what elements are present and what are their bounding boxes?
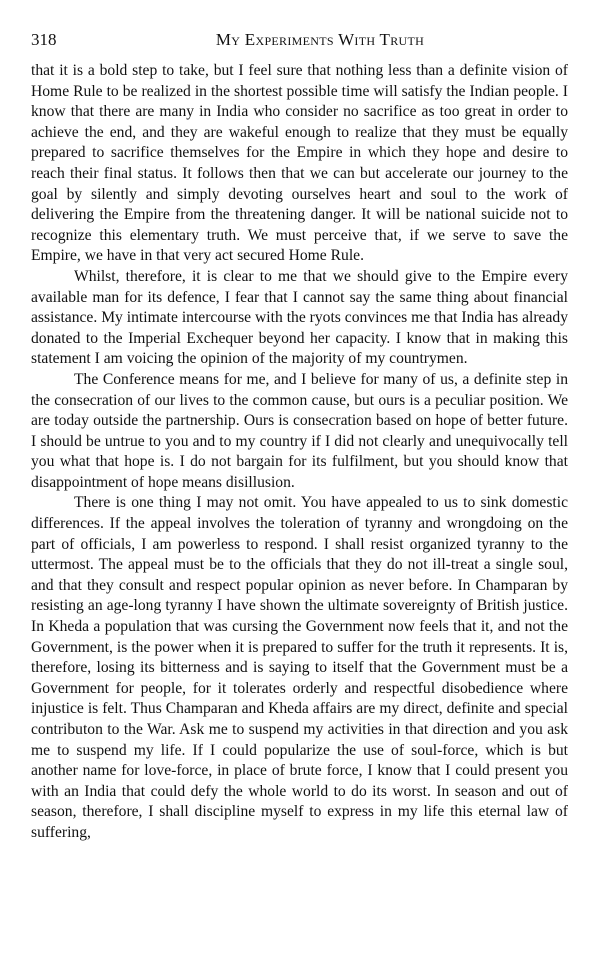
running-title: My Experiments With Truth	[215, 30, 425, 49]
paragraph: There is one thing I may not omit. You have appealed to us to sink domestic differences. If the appeal involves the toleration of tyranny and wrongdoing on the part of officials, I am powerless to respond. I shall resist organized tyranny to the uttermost. The appeal must be to the officials that they do not ill-treat a single soul, and that they consult and respect popular opinion as never before. In Champaran by resisting an age-long tyranny I have shown the ultimate sovereignty of British justice. In Kheda a population that was cursing the Government now feels that it, and not the Government, is the power when it is prepared to suffer for the truth it represents. It is, therefore, losing its bitterness and is saying to itself that the Government must be a Government for people, for it tolerates orderly and respectful disobedience where injustice is felt. Thus Champaran and Kheda affairs are my direct, definite and special contributon to the War. Ask me to suspend my activities in that direction and you ask me to suspend my life. If I could popularize the use of soul-force, which is but another name for love-force, in place of brute force, I know that I could present you with an India that could defy the whole world to do its worst. In season and out of season, therefore, I shall discipline myself to express in my life this eternal law of suffering,	[31, 494, 568, 841]
paragraph: Whilst, therefore, it is clear to me that we should give to the Empire every available man for its defence, I fear that I cannot say the same thing about financial assistance. My intimate intercourse with the ryots convinces me that India has already donated to the Imperial Exchequer beyond her capacity. I know that in making this statement I am voicing the opinion of the majority of my countrymen.	[31, 267, 568, 368]
paragraph-continued: that it is a bold step to take, but I feel sure that nothing less than a definite vision of Home Rule to be realized in the shortest possible time will satisfy the Indian people. I know that there are many in India who consider no sacrifice as too great in order to achieve the end, and they are wakeful enough to realize that they must be equally prepared to sacrifice themselves for the Empire in which they hope and desire to reach their final status. It follows then that we can but accelerate our journey to the goal by silently and simply devoting ourselves heart and soul to the work of delivering the Empire from the threatening danger. It will be national suicide not to recognize this elementary truth. We must perceive that, if we serve to save the Empire, we have in that very act secured Home Rule.	[31, 62, 568, 265]
body-text	[31, 61, 568, 844]
paragraph: The Conference means for me, and I believe for many of us, a definite step in the consecration of our lives to the common cause, but ours is a peculiar position. We are today outside the partnership. Ours is consecration based on hope of better future. I should be untrue to you and to my country if I did not clearly and unequivocally tell you what that hope is. I do not bargain for its fulfilment, but you should know that disappointment of hope means disillusion.	[31, 370, 568, 491]
page-number: 318	[31, 30, 57, 49]
